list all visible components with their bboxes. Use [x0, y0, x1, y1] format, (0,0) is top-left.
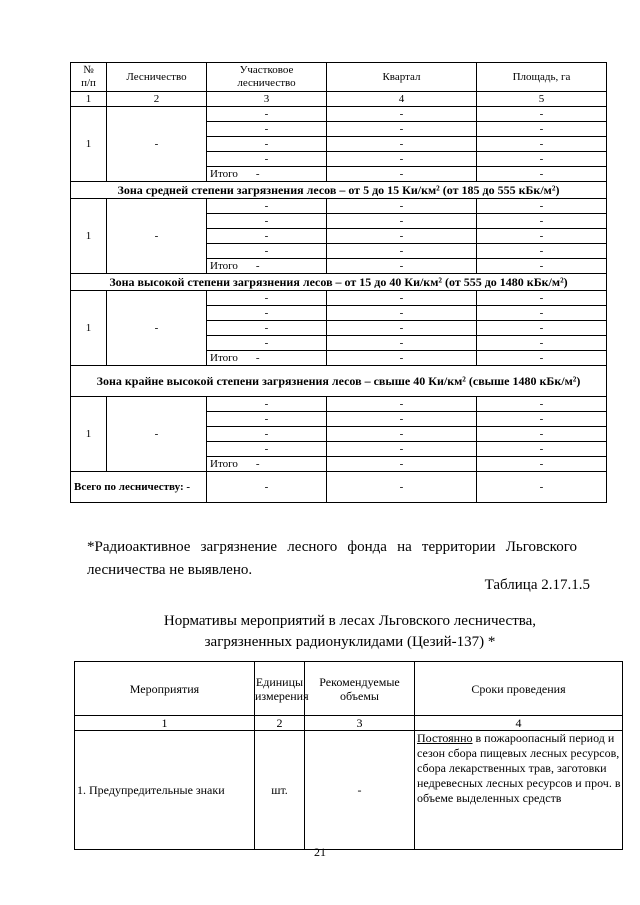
area-cell: - — [477, 137, 607, 152]
area-cell: - — [477, 336, 607, 351]
itogo-label: Итого — [210, 259, 238, 272]
page-number: 21 — [314, 845, 326, 859]
district-cell: - — [207, 397, 327, 412]
quarter-cell: - — [327, 306, 477, 321]
quarter-cell: - — [327, 412, 477, 427]
quarter-cell: - — [327, 321, 477, 336]
column-number: 2 — [107, 92, 207, 107]
column-number: 4 — [327, 92, 477, 107]
district-cell: - — [207, 137, 327, 152]
itogo-label: Итого — [210, 351, 238, 364]
total-label-dash: - — [186, 480, 191, 493]
column-number: 1 — [71, 92, 107, 107]
area-cell: - — [477, 457, 607, 472]
column-number: 3 — [305, 716, 415, 731]
table-row — [71, 397, 607, 412]
itogo-cell — [207, 457, 327, 472]
measure-term — [415, 731, 623, 850]
district-cell: - — [207, 321, 327, 336]
area-cell: - — [477, 397, 607, 412]
area-cell: - — [477, 244, 607, 259]
forestry-cell: - — [107, 291, 207, 366]
zone-heading: Зона крайне высокой степени загрязнения лесов – свыше 40 Ки/км² (свыше 1480 кБк/м²) — [71, 366, 607, 397]
header-number: № п/п — [71, 63, 107, 92]
quarter-cell: - — [327, 397, 477, 412]
area-cell: - — [477, 152, 607, 167]
quarter-cell: - — [327, 122, 477, 137]
measure-term-rest: в пожароопасный период и сезон сбора пищевых лесных ресурсов, сбора лекарственных трав, заготовки недревесных лесных ресурсов и проч. в объеме выделенных средств — [417, 731, 621, 805]
area-cell: - — [477, 167, 607, 182]
quarter-cell: - — [327, 336, 477, 351]
quarter-cell: - — [327, 442, 477, 457]
itogo-cell — [207, 259, 327, 274]
table-label: Таблица 2.17.1.5 — [484, 577, 590, 593]
column-number: 1 — [75, 716, 255, 731]
measure-term-underlined: Постоянно — [417, 731, 473, 745]
header-quarter: Квартал — [327, 63, 477, 92]
forestry-cell: - — [107, 107, 207, 182]
quarter-cell: - — [327, 137, 477, 152]
area-cell: - — [477, 214, 607, 229]
quarter-cell: - — [327, 107, 477, 122]
itogo-cell — [207, 167, 327, 182]
total-label-text: Всего по лесничеству: — [74, 480, 184, 493]
itogo-label: Итого — [210, 457, 238, 470]
column-number: 4 — [415, 716, 623, 731]
quarter-cell: - — [327, 457, 477, 472]
header-forestry: Лесничество — [107, 63, 207, 92]
total-label — [71, 472, 207, 503]
forestry-cell: - — [107, 397, 207, 472]
header-area: Площадь, га — [477, 63, 607, 92]
zone-heading: Зона средней степени загрязнения лесов – от 5 до 15 Ки/км² (от 185 до 555 кБк/м²) — [71, 182, 607, 199]
column-number-row — [71, 92, 607, 107]
quarter-cell: - — [327, 427, 477, 442]
forestry-cell: - — [107, 199, 207, 274]
itogo-dash: - — [255, 351, 260, 364]
column-number: 3 — [207, 92, 327, 107]
row-number: 1 — [71, 107, 107, 182]
column-number: 2 — [255, 716, 305, 731]
table-title-line-1: Нормативы мероприятий в лесах Льговского лесничества, — [163, 613, 537, 629]
zone-row — [71, 366, 607, 397]
measures-table — [74, 661, 623, 850]
area-cell: - — [477, 291, 607, 306]
table-row — [71, 291, 607, 306]
area-cell: - — [477, 229, 607, 244]
measures-row — [75, 731, 623, 850]
quarter-cell: - — [327, 214, 477, 229]
quarter-cell: - — [327, 229, 477, 244]
quarter-cell: - — [327, 244, 477, 259]
area-cell: - — [477, 321, 607, 336]
contamination-table-body — [71, 63, 607, 503]
district-cell: - — [207, 412, 327, 427]
itogo-cell — [207, 351, 327, 366]
itogo-dash: - — [255, 259, 260, 272]
area-cell: - — [477, 107, 607, 122]
row-number: 1 — [71, 397, 107, 472]
table-row — [71, 199, 607, 214]
area-cell: - — [477, 199, 607, 214]
total-row — [71, 472, 607, 503]
district-cell: - — [207, 199, 327, 214]
table-title-line-2: загрязненных радионуклидами (Цезий-137) * — [204, 634, 496, 650]
itogo-label: Итого — [210, 167, 238, 180]
district-cell: - — [207, 152, 327, 167]
measure-name: 1. Предупредительные знаки — [75, 731, 255, 850]
quarter-cell: - — [327, 259, 477, 274]
total-quarter: - — [327, 472, 477, 503]
header-district-forestry: Участковое лесничество — [207, 63, 327, 92]
area-cell: - — [477, 122, 607, 137]
column-number: 5 — [477, 92, 607, 107]
header-units: Единицы измерения — [255, 662, 305, 716]
quarter-cell: - — [327, 291, 477, 306]
measures-number-row — [75, 716, 623, 731]
table-row — [71, 107, 607, 122]
area-cell: - — [477, 427, 607, 442]
district-cell: - — [207, 306, 327, 321]
district-cell: - — [207, 427, 327, 442]
itogo-dash: - — [255, 167, 260, 180]
district-cell: - — [207, 336, 327, 351]
quarter-cell: - — [327, 167, 477, 182]
row-number: 1 — [71, 199, 107, 274]
area-cell: - — [477, 442, 607, 457]
table-title — [120, 611, 580, 653]
district-cell: - — [207, 122, 327, 137]
row-number: 1 — [71, 291, 107, 366]
radioactive-note: *Радиоактивное загрязнение лесного фонда на территории Льговского лесничества не выявлено. — [87, 539, 577, 578]
header-measures: Мероприятия — [75, 662, 255, 716]
district-cell: - — [207, 291, 327, 306]
contamination-table — [70, 62, 607, 503]
zone-row — [71, 274, 607, 291]
zone-row — [71, 182, 607, 199]
quarter-cell: - — [327, 199, 477, 214]
area-cell: - — [477, 412, 607, 427]
quarter-cell: - — [327, 351, 477, 366]
header-volumes: Рекомендуемые объемы — [305, 662, 415, 716]
total-district: - — [207, 472, 327, 503]
area-cell: - — [477, 351, 607, 366]
area-cell: - — [477, 259, 607, 274]
total-area: - — [477, 472, 607, 503]
measures-header-row — [75, 662, 623, 716]
district-cell: - — [207, 107, 327, 122]
table-header-row — [71, 63, 607, 92]
measure-volume: - — [305, 731, 415, 850]
itogo-dash: - — [255, 457, 260, 470]
header-terms: Сроки проведения — [415, 662, 623, 716]
district-cell: - — [207, 229, 327, 244]
area-cell: - — [477, 306, 607, 321]
district-cell: - — [207, 214, 327, 229]
district-cell: - — [207, 442, 327, 457]
zone-heading: Зона высокой степени загрязнения лесов – от 15 до 40 Ки/км² (от 555 до 1480 кБк/м²) — [71, 274, 607, 291]
quarter-cell: - — [327, 152, 477, 167]
measure-unit: шт. — [255, 731, 305, 850]
district-cell: - — [207, 244, 327, 259]
